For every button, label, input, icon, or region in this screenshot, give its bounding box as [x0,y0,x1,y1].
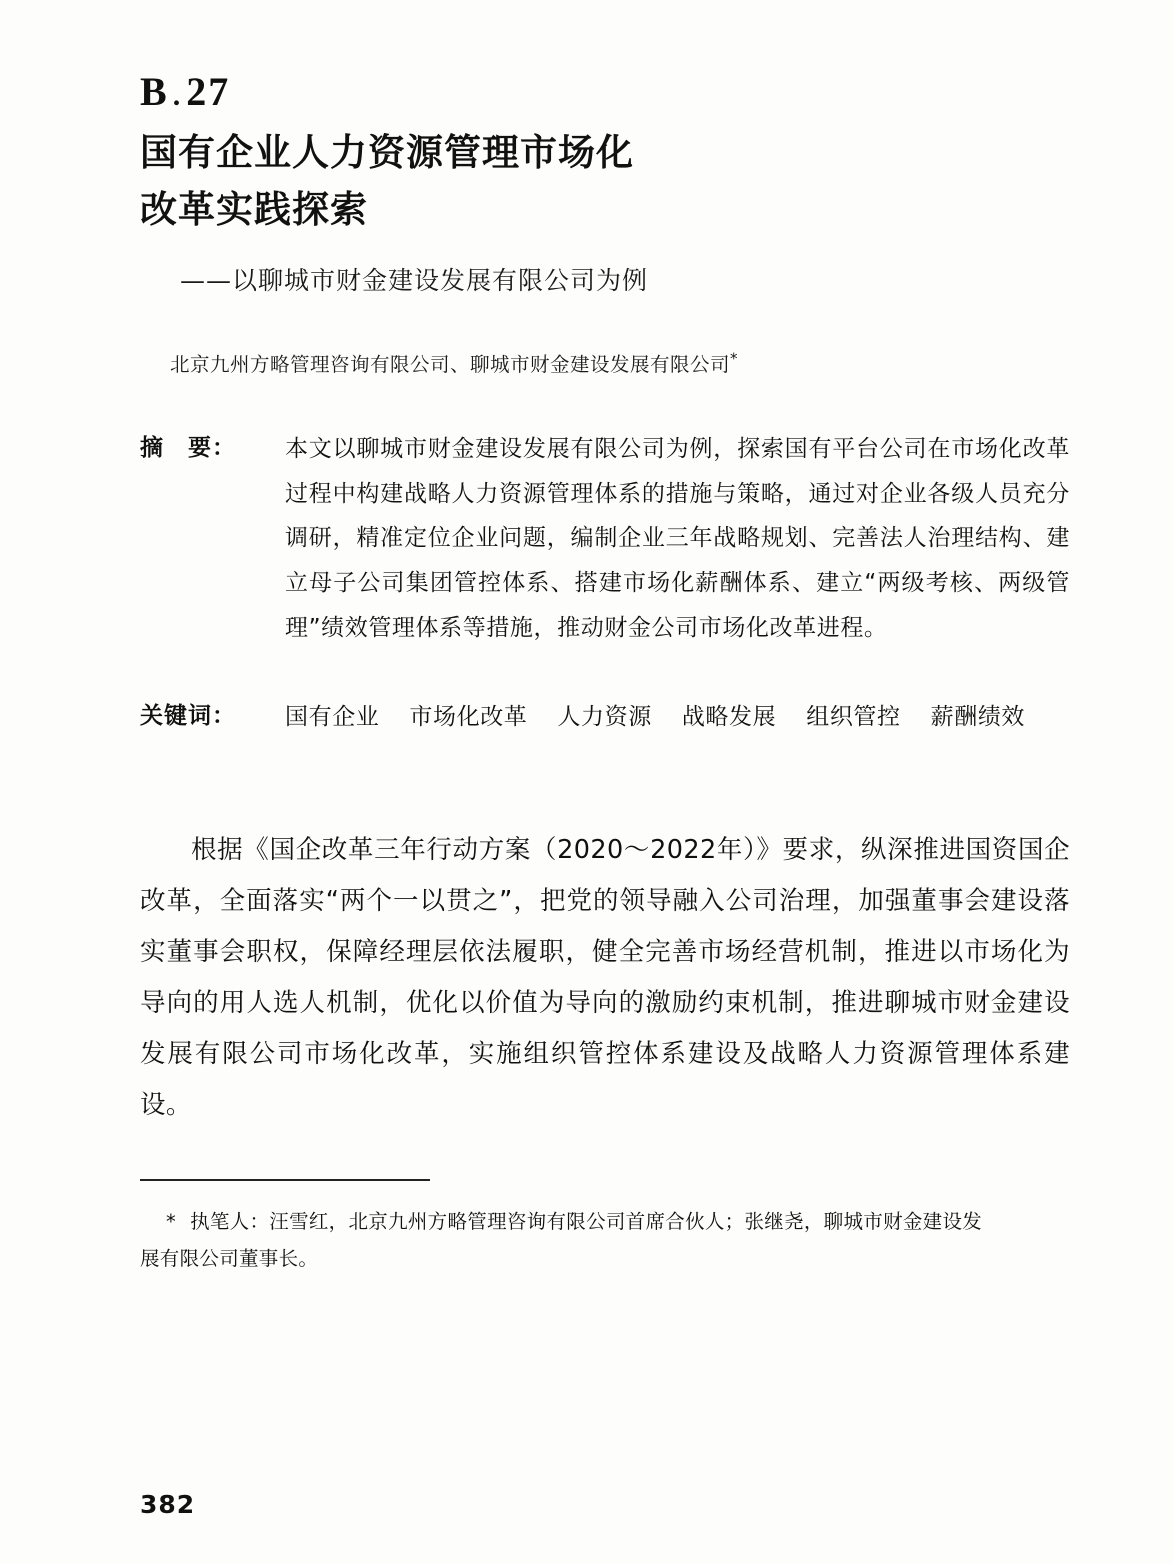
page-content [140,70,1070,1277]
keyword-item: 市场化改革 [409,703,528,730]
abstract-text: 本文以聊城市财金建设发展有限公司为例，探索国有平台公司在市场化改革过程中构建战略人力资源管理体系的措施与策略，通过对企业各级人员充分调研，精准定位企业问题，编制企业三年战略规划、完善法人治理结构、建立母子公司集团管控体系、搭建市场化薪酬体系、建立“两级考核、两级管理”绩效管理体系等措施，推动财金公司市场化改革进程。 [285,435,1070,642]
chapter-number-prefix: B [140,69,169,114]
chapter-number [140,70,1070,114]
chapter-number-value: 27 [186,69,231,114]
footnote-text: 执笔人：汪雪红，北京九州方略管理咨询有限公司首席合伙人；张继尧，聊城市财金建设发 [190,1209,983,1233]
footnote-text-continued: 展有限公司董事长。 [140,1246,319,1270]
title-line-2: 改革实践探索 [140,188,368,232]
page-number: 382 [140,1490,196,1519]
keywords-label: 关键词： [140,702,236,729]
keyword-item: 薪酬绩效 [930,703,1026,730]
title-line-1: 国有企业人力资源管理市场化 [140,131,634,174]
affiliation [170,349,1070,377]
page-title [140,124,1070,239]
subtitle: ——以聊城市财金建设发展有限公司为例 [180,265,649,295]
chapter-number-dot: . [172,79,183,112]
affiliation-text: 北京九州方略管理咨询有限公司、聊城市财金建设发展有限公司 [170,352,731,376]
abstract-label: 摘 要： [140,434,236,461]
keyword-item: 国有企业 [285,703,380,730]
keywords-list [285,695,1055,740]
keyword-item: 人力资源 [557,703,652,730]
footnote-marker: * [166,1209,177,1233]
keyword-item: 战略发展 [681,703,777,730]
footnote-divider [140,1179,430,1181]
keywords-block [140,695,1070,740]
abstract-block [140,427,1070,651]
footnote [140,1203,1070,1277]
keyword-item: 组织管控 [806,703,901,730]
body-paragraph: 根据《国企改革三年行动方案（2020～2022年）》要求，纵深推进国资国企改革，全面落实“两个一以贯之”，把党的领导融入公司治理，加强董事会建设落实董事会职权，保障经理层依法履职，健全完善市场经营机制，推进以市场化为导向的用人选人机制，优化以价值为导向的激励约束机制，推进聊城市财金建设发展有限公司市场化改革，实施组织管控体系建设及战略人力资源管理体系建设。 [140,834,1070,1120]
affiliation-footnote-marker: * [730,349,739,368]
